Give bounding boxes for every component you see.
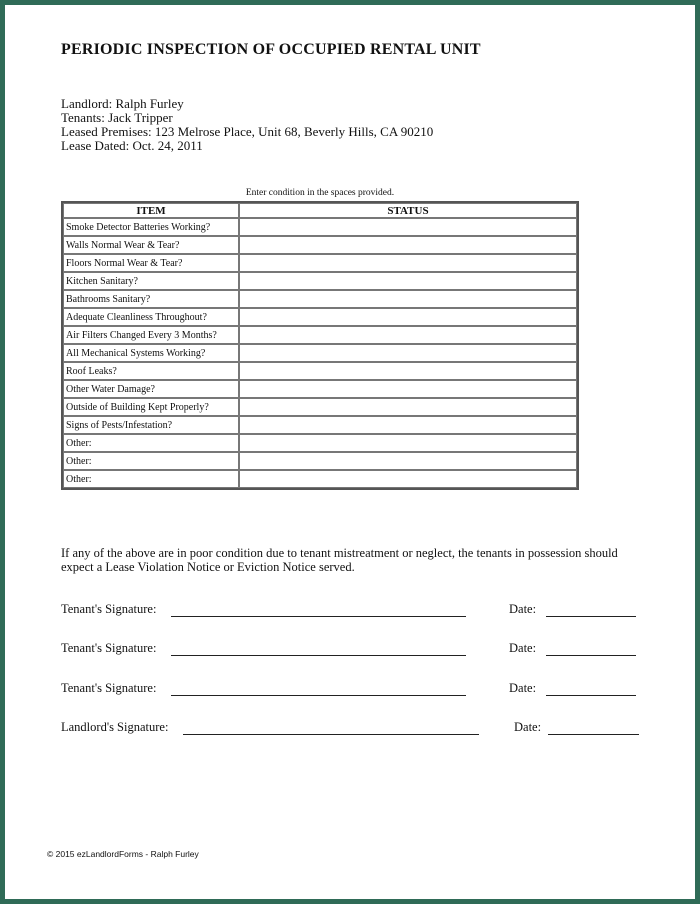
status-cell[interactable] — [239, 326, 577, 344]
table-row — [63, 452, 577, 470]
date-label: Date: — [509, 681, 537, 695]
item-cell: Walls Normal Wear & Tear? — [63, 236, 239, 254]
date-label: Date: — [509, 602, 537, 616]
table-row — [63, 326, 577, 344]
table-row — [63, 254, 577, 272]
tenant-signature-field[interactable] — [171, 694, 466, 696]
item-cell: Floors Normal Wear & Tear? — [63, 254, 239, 272]
table-row — [63, 434, 577, 452]
status-cell[interactable] — [239, 236, 577, 254]
table-row — [63, 344, 577, 362]
table-header-row — [63, 203, 577, 218]
date-field[interactable] — [546, 694, 636, 696]
document-title: PERIODIC INSPECTION OF OCCUPIED RENTAL UNIT — [61, 41, 481, 58]
table-row — [63, 236, 577, 254]
landlord-signature-label: Landlord's Signature: — [61, 720, 169, 734]
document-page — [5, 5, 695, 899]
date-field[interactable] — [548, 733, 639, 735]
item-cell: Smoke Detector Batteries Working? — [63, 218, 239, 236]
table-instructions: Enter condition in the spaces provided. — [245, 188, 395, 198]
date-label: Date: — [509, 641, 537, 655]
status-cell[interactable] — [239, 308, 577, 326]
table-row — [63, 290, 577, 308]
column-header-item: ITEM — [63, 203, 239, 218]
status-cell[interactable] — [239, 398, 577, 416]
date-field[interactable] — [546, 615, 636, 617]
item-cell: Signs of Pests/Infestation? — [63, 416, 239, 434]
table-row — [63, 416, 577, 434]
inspection-table-body — [63, 218, 577, 488]
status-cell[interactable] — [239, 380, 577, 398]
lease-info-block — [61, 97, 433, 153]
item-cell: All Mechanical Systems Working? — [63, 344, 239, 362]
table-row — [63, 380, 577, 398]
item-cell: Roof Leaks? — [63, 362, 239, 380]
item-cell: Other Water Damage? — [63, 380, 239, 398]
status-cell[interactable] — [239, 290, 577, 308]
tenants-line: Tenants: Jack Tripper — [61, 110, 173, 125]
status-cell[interactable] — [239, 362, 577, 380]
table-row — [63, 398, 577, 416]
status-cell[interactable] — [239, 272, 577, 290]
tenant-signature-label: Tenant's Signature: — [61, 681, 157, 695]
column-header-status: STATUS — [239, 203, 577, 218]
tenant-signature-field[interactable] — [171, 654, 466, 656]
landlord-line: Landlord: Ralph Furley — [61, 96, 184, 111]
table-row — [63, 308, 577, 326]
date-field[interactable] — [546, 654, 636, 656]
item-cell: Adequate Cleanliness Throughout? — [63, 308, 239, 326]
item-cell: Air Filters Changed Every 3 Months? — [63, 326, 239, 344]
table-row — [63, 218, 577, 236]
landlord-signature-field[interactable] — [183, 733, 479, 735]
item-cell: Kitchen Sanitary? — [63, 272, 239, 290]
tenant-signature-field[interactable] — [171, 615, 466, 617]
status-cell[interactable] — [239, 218, 577, 236]
table-row — [63, 272, 577, 290]
status-cell[interactable] — [239, 344, 577, 362]
status-cell[interactable] — [239, 470, 577, 488]
tenant-signature-label: Tenant's Signature: — [61, 602, 157, 616]
table-row — [63, 470, 577, 488]
inspection-table — [61, 201, 579, 490]
tenant-signature-label: Tenant's Signature: — [61, 641, 157, 655]
status-cell[interactable] — [239, 416, 577, 434]
table-row — [63, 362, 577, 380]
status-cell[interactable] — [239, 434, 577, 452]
date-label: Date: — [514, 720, 542, 734]
item-cell: Other: — [63, 434, 239, 452]
lease-dated-line: Lease Dated: Oct. 24, 2011 — [61, 138, 203, 153]
status-cell[interactable] — [239, 254, 577, 272]
item-cell: Bathrooms Sanitary? — [63, 290, 239, 308]
item-cell: Other: — [63, 452, 239, 470]
status-cell[interactable] — [239, 452, 577, 470]
condition-note: If any of the above are in poor condition due to tenant mistreatment or neglect, the tenants in possession should expect a Lease Violation Notice or Eviction Notice served. — [61, 546, 618, 574]
copyright-footer: © 2015 ezLandlordForms - Ralph Furley — [47, 849, 199, 859]
item-cell: Other: — [63, 470, 239, 488]
item-cell: Outside of Building Kept Properly? — [63, 398, 239, 416]
premises-line: Leased Premises: 123 Melrose Place, Unit 68, Beverly Hills, CA 90210 — [61, 124, 434, 139]
